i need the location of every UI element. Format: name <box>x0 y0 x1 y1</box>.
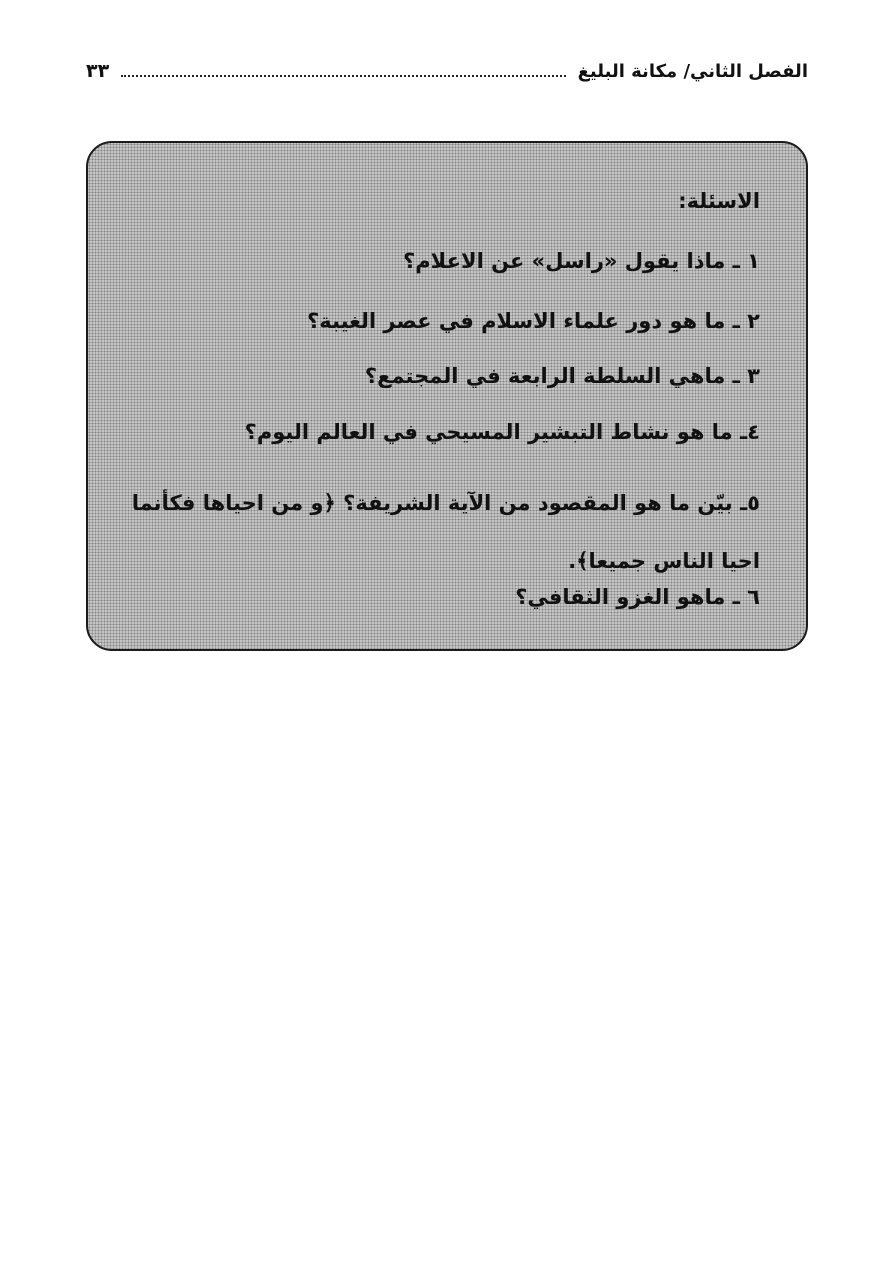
questions-title: الاسئلة: <box>678 189 760 213</box>
running-title: الفصل الثاني/ مكانة البليغ <box>577 60 808 82</box>
question-item: ٤ـ ما هو نشاط التبشير المسيحي في العالم اليوم؟ <box>244 420 760 444</box>
question-item: ٢ ـ ما هو دور علماء الاسلام في عصر الغيبة؟ <box>307 309 760 333</box>
question-item: ٣ ـ ماهي السلطة الرابعة في المجتمع؟ <box>364 364 760 388</box>
page-number: ٣٣ <box>86 60 110 82</box>
questions-box <box>86 141 808 651</box>
page-header <box>86 56 808 86</box>
question-item: ١ ـ ماذا يقول «راسل» عن الاعلام؟ <box>403 249 760 273</box>
question-item: ٥ـ بيّن ما هو المقصود من الآية الشريفة؟ ﴿و من احياها فكأنما احيا الناس جميعا﴾. <box>131 491 760 573</box>
dot-leader <box>121 75 565 77</box>
question-item: ٦ ـ ماهو الغزو الثقافي؟ <box>515 585 760 609</box>
